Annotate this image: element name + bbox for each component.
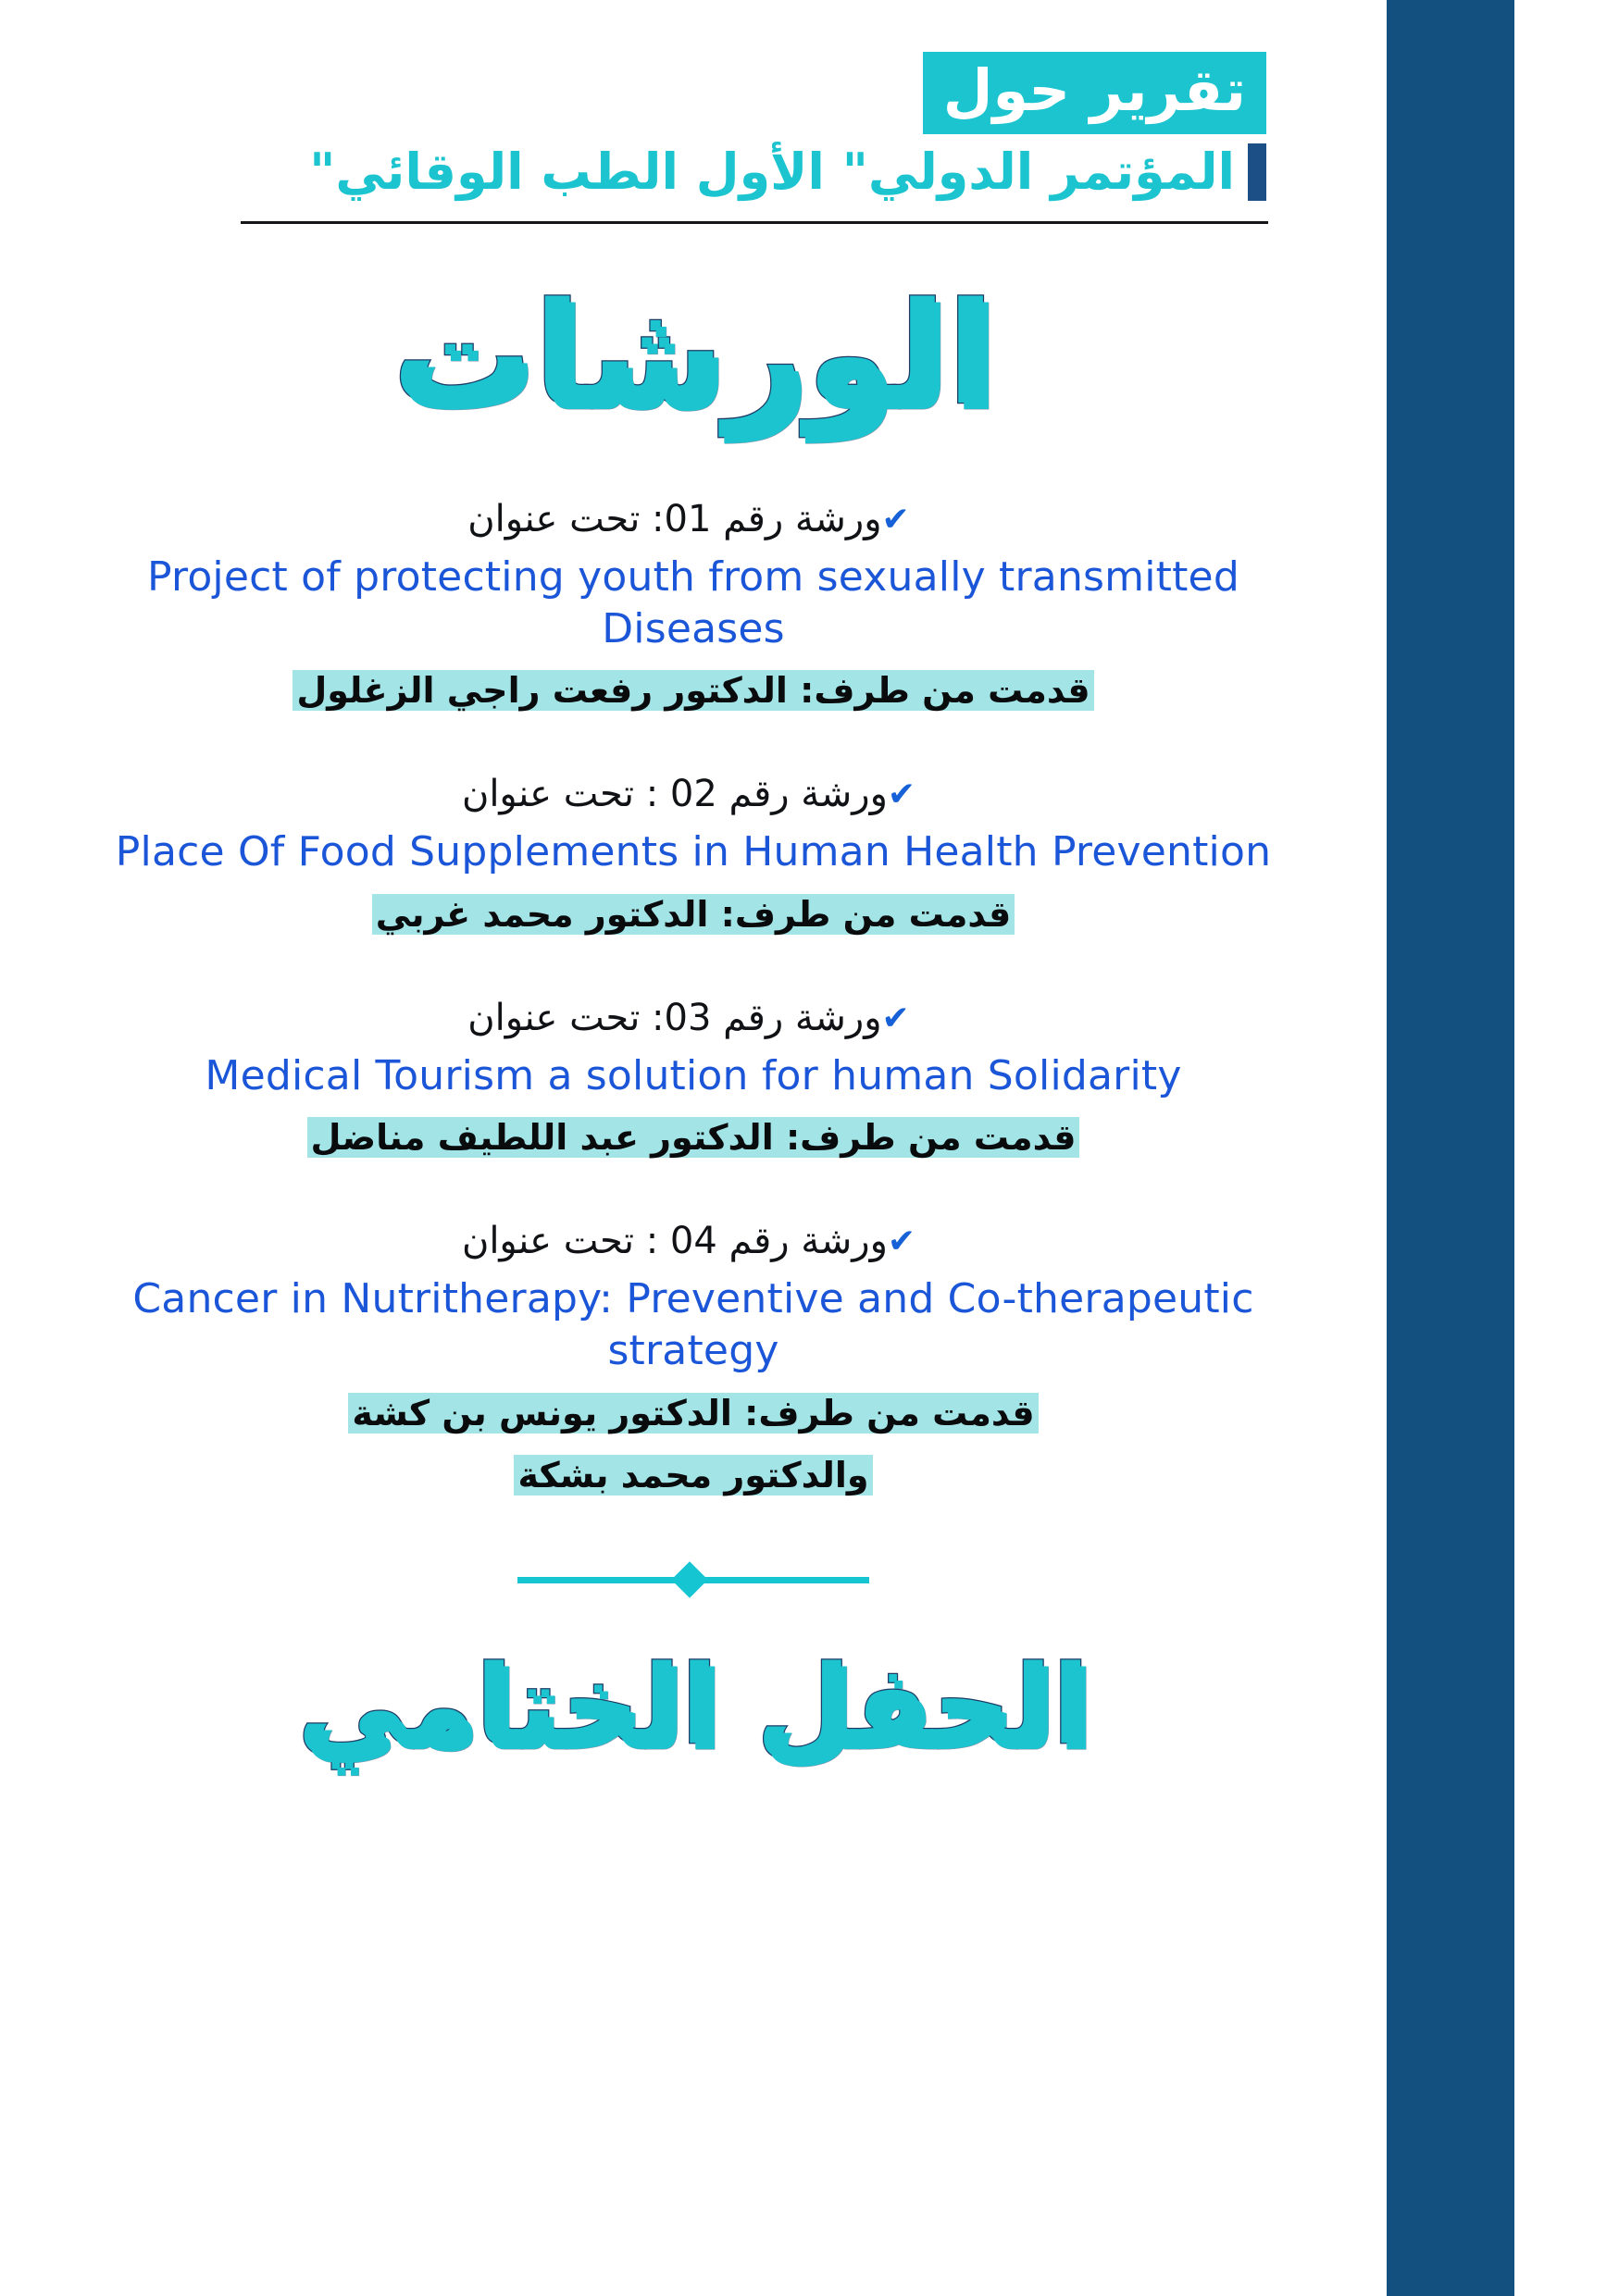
workshop-title-en: Place Of Food Supplements in Human Health Prevention (115, 828, 1272, 876)
workshops-list (0, 492, 1387, 1502)
workshop-presenter (111, 888, 1276, 941)
closing-ceremony-title: الحفل الختامي (297, 1640, 1090, 1769)
workshop-title-en: Project of protecting youth from sexually transmitted Diseases (147, 552, 1239, 653)
page-header (0, 0, 1387, 201)
workshop-item (111, 492, 1276, 718)
workshop-presenter-line: قدمت من طرف: الدكتور عبد اللطيف مناضل (307, 1117, 1080, 1158)
header-divider-rule (241, 221, 1268, 224)
workshop-heading-label: ورشة رقم 03: تحت عنوان (467, 996, 882, 1039)
side-accent-band (1387, 0, 1514, 2296)
workshop-presenter-second (111, 1449, 1276, 1502)
workshop-title-en: Medical Tourism a solution for human Solidarity (205, 1051, 1182, 1099)
workshop-presenter-line: والدكتور محمد بشكة (514, 1455, 872, 1496)
workshop-heading-label: ورشة رقم 04 : تحت عنوان (461, 1220, 888, 1263)
conference-title-row (0, 143, 1266, 201)
workshop-item (111, 767, 1276, 940)
workshop-presenter (111, 1111, 1276, 1164)
check-icon: ✔ (881, 999, 910, 1037)
workshop-item (111, 991, 1276, 1164)
diamond-icon (671, 1561, 708, 1598)
workshop-heading (111, 1214, 1276, 1268)
workshop-heading (111, 767, 1276, 821)
workshop-presenter (111, 1387, 1276, 1440)
report-tag: تقرير حول (923, 52, 1266, 134)
section-divider (517, 1559, 869, 1598)
workshop-heading (111, 492, 1276, 546)
workshops-section-title: الورشات (392, 272, 995, 437)
check-icon: ✔ (881, 500, 910, 539)
workshop-heading-label: ورشة رقم 01: تحت عنوان (467, 497, 882, 540)
workshop-presenter-line: قدمت من طرف: الدكتور محمد غربي (372, 894, 1015, 935)
workshop-presenter-line: قدمت من طرف: الدكتور يونس بن كشة (348, 1393, 1038, 1433)
workshop-title-en: Cancer in Nutritherapy: Preventive and Co-therapeutic strategy (132, 1275, 1254, 1375)
workshop-heading (111, 991, 1276, 1045)
conference-title: المؤتمر الدولي" الأول الطب الوقائي" (309, 143, 1235, 202)
check-icon: ✔ (887, 1222, 916, 1261)
workshop-presenter (111, 664, 1276, 717)
check-icon: ✔ (887, 776, 916, 814)
workshop-heading-label: ورشة رقم 02 : تحت عنوان (461, 773, 888, 816)
workshop-item (111, 1214, 1276, 1502)
title-accent-mark (1248, 143, 1266, 201)
workshop-presenter-line: قدمت من طرف: الدكتور رفعت راجي الزغلول (293, 670, 1093, 711)
